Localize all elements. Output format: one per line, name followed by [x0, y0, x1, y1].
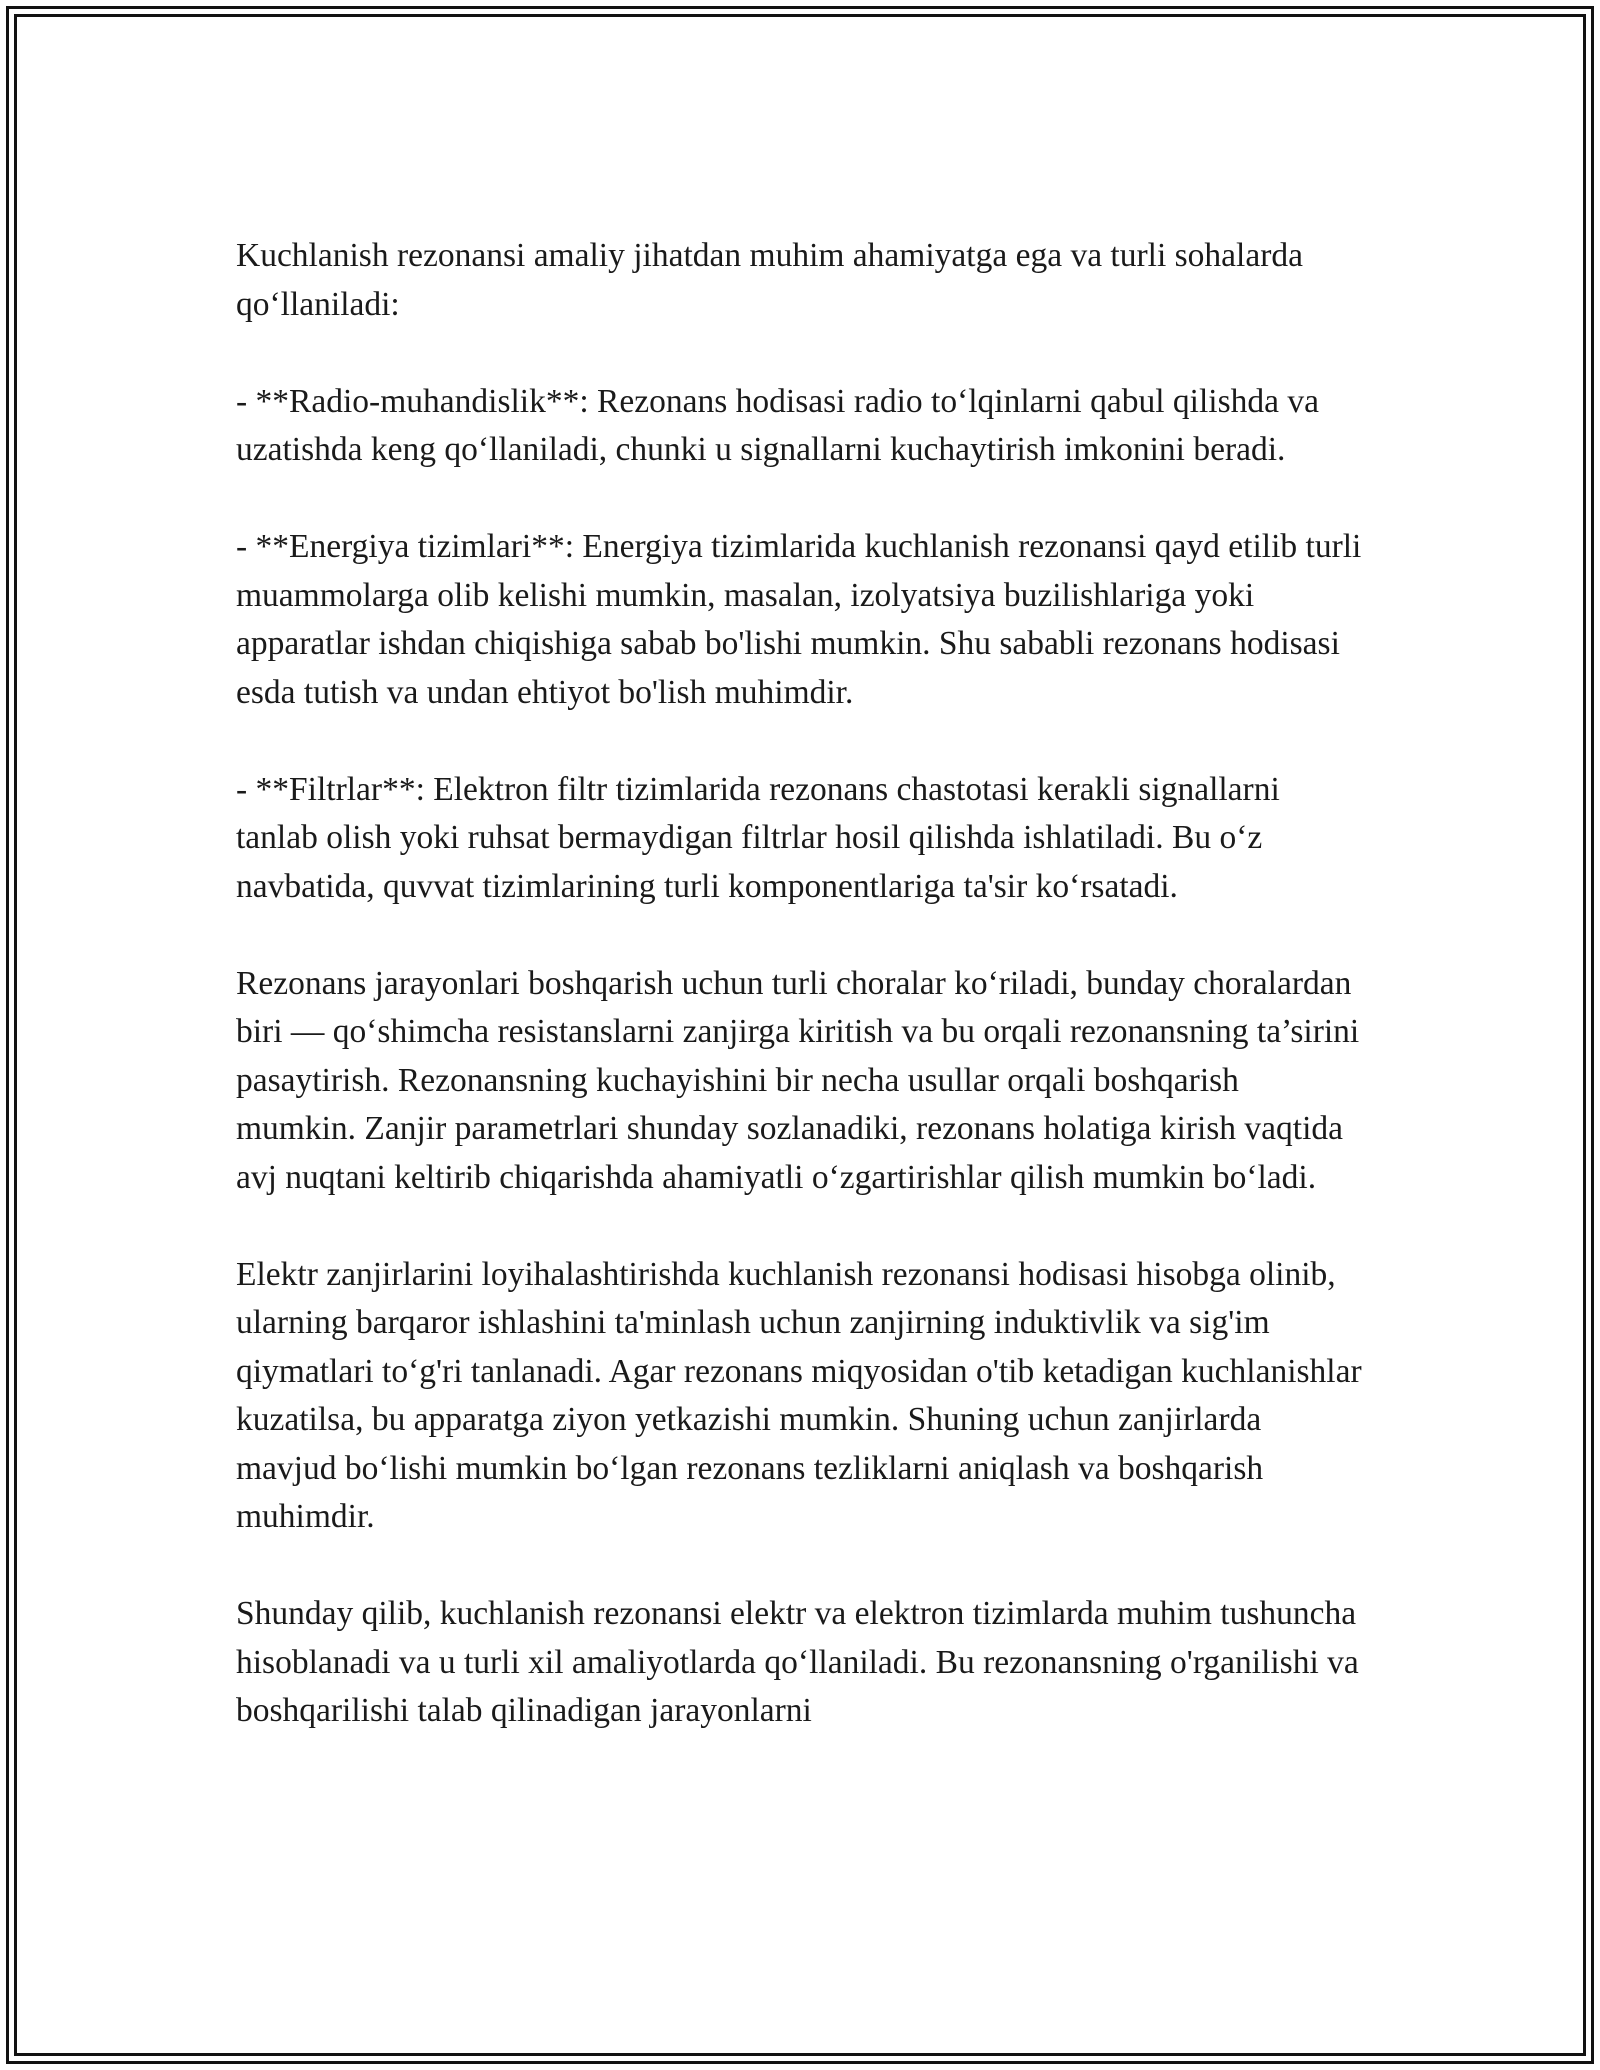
paragraph-circuit-design: Elektr zanjirlarini loyihalashtirishda kuchlanish rezonansi hodisasi hisobga olinib, ularning barqaror ishlashini ta'minlash uchun zanjirning induktivlik va sig'im qiymatlari to‘g'ri tanlanadi. Agar rezonans miqyosidan o'tib ketadigan kuchlanishlar kuzatilsa, bu apparatga ziyon yetkazishi mumkin. Shuning uchun zanjirlarda mavjud bo‘lishi mumkin bo‘lgan rezonans tezliklarni aniqlash va boshqarish muhimdir. — [236, 1255, 1362, 1535]
paragraph-conclusion: Shunday qilib, kuchlanish rezonansi elektr va elektron tizimlarda muhim tushuncha hisoblanadi va u turli xil amaliyotlarda qo‘llaniladi. Bu rezonansning o'rganilishi va boshqarilishi talab qilinadigan jarayonlarni — [236, 1595, 1359, 1729]
paragraph-filters: - **Filtrlar**: Elektron filtr tizimlarida rezonans chastotasi kerakli signallarni tanlab olish yoki ruhsat bermaydigan filtrlar hosil qilishda ishlatiladi. Bu o‘z navbatida, quvvat tizimlarining turli komponentlariga ta'sir ko‘rsatadi. — [236, 770, 1280, 905]
paragraph-intro: Kuchlanish rezonansi amaliy jihatdan muhim ahamiyatga ega va turli sohalarda qo‘llaniladi: — [236, 237, 1303, 323]
document-body — [236, 232, 1366, 1736]
paragraph-radio-engineering: - **Radio-muhandislik**: Rezonans hodisasi radio to‘lqinlarni qabul qilishda va uzatishda keng qo‘llaniladi, chunki u signallarni kuchaytirish imkonini beradi. — [236, 382, 1319, 468]
paragraph-resonance-control: Rezonans jarayonlari boshqarish uchun turli choralar ko‘riladi, bunday choralardan biri — qo‘shimcha resistanslarni zanjirga kiritish va bu orqali rezonansning ta’sirini pasaytirish. Rezonansning kuchayishini bir necha usullar orqali boshqarish mumkin. Zanjir parametrlari shunday sozlanadiki, rezonans holatiga kirish vaqtida avj nuqtani keltirib chiqarishda ahamiyatli o‘zgartirishlar qilish mumkin bo‘ladi. — [236, 964, 1360, 1196]
paragraph-energy-systems: - **Energiya tizimlari**: Energiya tizimlarida kuchlanish rezonansi qayd etilib turli muammolarga olib kelishi mumkin, masalan, izolyatsiya buzilishlariga yoki apparatlar ishdan chiqishiga sabab bo'lishi mumkin. Shu sababli rezonans hodisasi esda tutish va undan ehtiyot bo'lish muhimdir. — [236, 528, 1362, 711]
